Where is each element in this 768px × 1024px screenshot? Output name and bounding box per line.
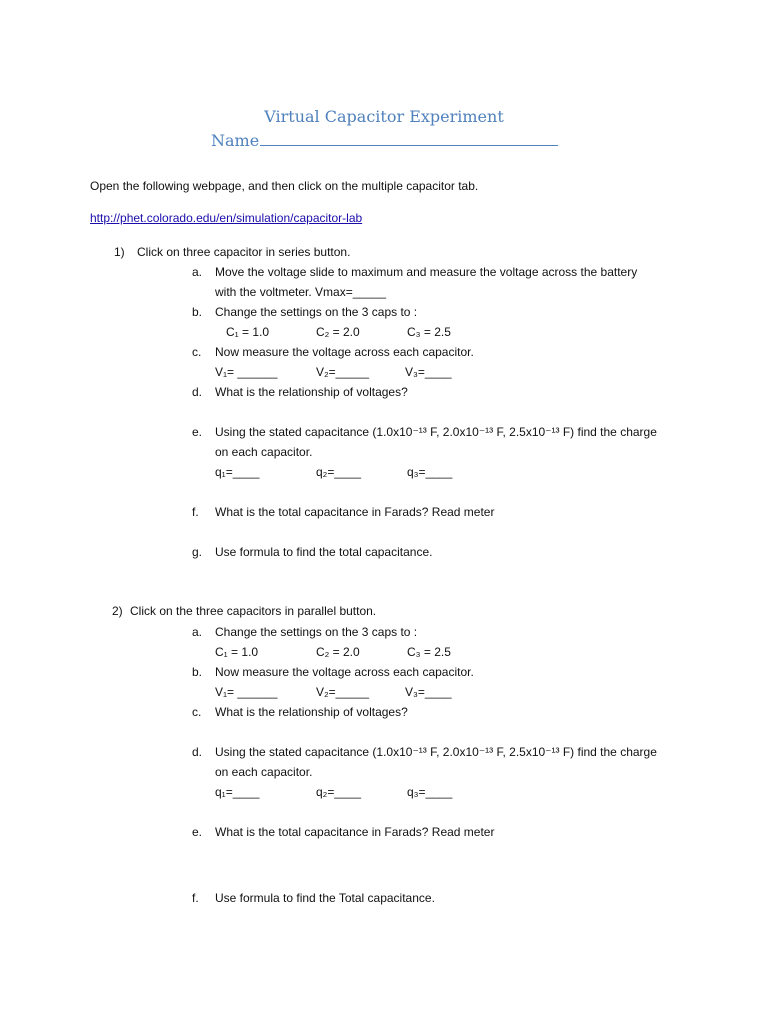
s2-cap-c2: C₂ = 2.0 bbox=[316, 645, 360, 659]
s2-volt-v2: V₂=_____ bbox=[316, 685, 370, 699]
s2-item-c-line1: What is the relationship of voltages? bbox=[215, 705, 408, 719]
s1-charge-q1: q₁=____ bbox=[215, 465, 260, 479]
s1-charge-q2: q₂=____ bbox=[316, 465, 362, 479]
s1-item-e-line2: on each capacitor. bbox=[215, 445, 313, 459]
s1-cap-c1: C₁ = 1.0 bbox=[226, 325, 270, 339]
s2-volt-v3: V₃=____ bbox=[405, 685, 452, 699]
s1-item-c-letter: c. bbox=[192, 345, 202, 359]
name-field bbox=[211, 131, 558, 151]
s2-item-d-letter: d. bbox=[192, 745, 203, 759]
name-label: Name bbox=[211, 131, 260, 150]
s2-item-f-letter: f. bbox=[192, 891, 199, 905]
s2-charge-q1: q₁=____ bbox=[215, 785, 260, 799]
s1-item-f-line1: What is the total capacitance in Farads? Read meter bbox=[215, 505, 495, 519]
s1-volt-v3: V₃=____ bbox=[405, 365, 452, 379]
s2-cap-c3: C₃ = 2.5 bbox=[407, 645, 451, 659]
s2-item-c-letter: c. bbox=[192, 705, 202, 719]
s2-item-a-line1: Change the settings on the 3 caps to : bbox=[215, 625, 418, 639]
s2-charge-q3: q₃=____ bbox=[407, 785, 453, 799]
s2-item-d-line2: on each capacitor. bbox=[215, 765, 313, 779]
s2-cap-c1: C₁ = 1.0 bbox=[215, 645, 259, 659]
s1-volt-v1: V₁= ______ bbox=[215, 365, 278, 379]
s2-charge-q2: q₂=____ bbox=[316, 785, 362, 799]
s2-item-d-line1: Using the stated capacitance (1.0x10⁻¹³ F, 2.0x10⁻¹³ F, 2.5x10⁻¹³ F) find the charge bbox=[215, 745, 657, 759]
s1-item-b-letter: b. bbox=[192, 305, 203, 319]
intro-text: Open the following webpage, and then click on the multiple capacitor tab. bbox=[90, 179, 479, 193]
s1-charge-q3: q₃=____ bbox=[407, 465, 453, 479]
s1-cap-c3: C₃ = 2.5 bbox=[407, 325, 451, 339]
s2-volt-v1: V₁= ______ bbox=[215, 685, 278, 699]
s1-item-d-letter: d. bbox=[192, 385, 203, 399]
s2-item-b-letter: b. bbox=[192, 665, 203, 679]
s1-item-a-letter: a. bbox=[192, 265, 203, 279]
s2-item-e-letter: e. bbox=[192, 825, 203, 839]
phet-link[interactable]: http://phet.colorado.edu/en/simulation/capacitor-lab bbox=[90, 211, 363, 225]
s1-volt-v2: V₂=_____ bbox=[316, 365, 370, 379]
s2-item-f-line1: Use formula to find the Total capacitance. bbox=[215, 891, 435, 905]
s1-item-f-letter: f. bbox=[192, 505, 199, 519]
s2-item-a-letter: a. bbox=[192, 625, 203, 639]
s1-item-g-line1: Use formula to find the total capacitance. bbox=[215, 545, 433, 559]
s1-item-g-letter: g. bbox=[192, 545, 203, 559]
s1-item-e-letter: e. bbox=[192, 425, 203, 439]
s1-item-d-line1: What is the relationship of voltages? bbox=[215, 385, 408, 399]
s1-item-e-line1: Using the stated capacitance (1.0x10⁻¹³ F, 2.0x10⁻¹³ F, 2.5x10⁻¹³ F) find the charge bbox=[215, 425, 657, 439]
section1-number: 1) bbox=[114, 245, 125, 259]
s1-item-a-line2: with the voltmeter. Vmax=_____ bbox=[215, 285, 387, 299]
s1-item-b-line1: Change the settings on the 3 caps to : bbox=[215, 305, 418, 319]
section2-title: Click on the three capacitors in parallel button. bbox=[130, 604, 377, 618]
document-title: Virtual Capacitor Experiment bbox=[264, 107, 504, 126]
s2-item-b-line1: Now measure the voltage across each capacitor. bbox=[215, 665, 474, 679]
name-blank-line bbox=[260, 131, 558, 146]
s1-item-c-line1: Now measure the voltage across each capacitor. bbox=[215, 345, 474, 359]
section2-number: 2) bbox=[112, 604, 123, 618]
s2-item-e-line1: What is the total capacitance in Farads? Read meter bbox=[215, 825, 495, 839]
s1-cap-c2: C₂ = 2.0 bbox=[316, 325, 360, 339]
s1-item-a-line1: Move the voltage slide to maximum and measure the voltage across the battery bbox=[215, 265, 638, 279]
section1-title: Click on three capacitor in series button. bbox=[137, 245, 351, 259]
